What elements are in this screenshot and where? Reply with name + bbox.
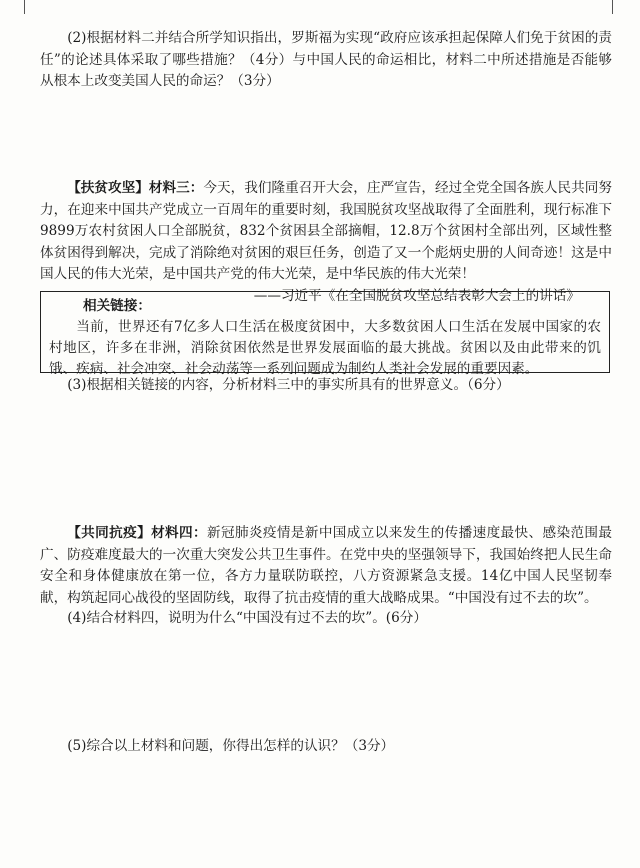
material-3-paragraph bbox=[40, 178, 612, 286]
related-link-title: 相关链接： bbox=[83, 298, 151, 314]
question-5-text: (5)综合以上材料和问题，你得出怎样的认识？（3分） bbox=[67, 738, 395, 754]
page-edge-mark-right bbox=[612, 0, 613, 14]
question-2 bbox=[40, 28, 612, 93]
question-3-text: (3)根据相关链接的内容，分析材料三中的事实所具有的世界意义。（6分） bbox=[67, 377, 510, 393]
material-4-body: 新冠肺炎疫情是新中国成立以来发生的传播速度最快、感染范围最广、防疫难度最大的一次重大突发公共卫生事件。在党中央的坚强领导下，我国始终把人民生命安全和身体健康放在第一位，各方力量联防联控，八方资源紧急支援。14亿中国人民坚韧奉献，构筑起同心战役的坚固防线，取得了抗击疫情的重大战略成果。“中国没有过不去的坎”。 bbox=[40, 525, 613, 606]
question-4-text: (4)结合材料四，说明为什么“中国没有过不去的坎”。(6分） bbox=[67, 610, 427, 626]
related-link-text: 当前，世界还有7亿多人口生活在极度贫困中，大多数贫困人口生活在发展中国家的农村地区，许多在非洲，消除贫困依然是世界发展面临的最大挑战。贫困以及由此带来的饥饿、疾病、社会冲突、社会动荡等一系列问题成为制约人类社会发展的重要因素。 bbox=[49, 319, 601, 377]
material-3-body: 今天，我们隆重召开大会，庄严宣告，经过全党全国各族人民共同努力，在迎来中国共产党成立一百周年的重要时刻，我国脱贫攻坚战取得了全面胜利，现行标准下9899万农村贫困人口全部脱贫，832个贫困县全部摘帽，12.8万个贫困村全部出列，区域性整体贫困得到解决，完成了消除绝对贫困的艰巨任务，创造了又一个彪炳史册的人间奇迹！这是中国人民的伟大光荣，是中国共产党的伟大光荣，是中华民族的伟大光荣！ bbox=[40, 180, 613, 282]
material-3 bbox=[40, 178, 612, 307]
material-3-tag: 【扶贫攻坚】材料三： bbox=[67, 180, 204, 196]
material-3-signature: ——习近平《在全国脱贫攻坚总结表彰大会上的讲话》 bbox=[253, 287, 580, 304]
material-4 bbox=[40, 523, 612, 609]
material-4-paragraph bbox=[40, 523, 612, 609]
page-edge-mark-left bbox=[24, 0, 25, 14]
material-4-tag: 【共同抗疫】材料四： bbox=[67, 525, 207, 541]
question-2-text: (2)根据材料二并结合所学知识指出，罗斯福为实现“政府应该承担起保障人们免于贫困的责任”的论述具体采取了哪些措施？（4分）与中国人民的命运相比，材料二中所述措施是否能够从根本上改变美国人民的命运？（3分） bbox=[40, 30, 612, 89]
related-link-box bbox=[40, 291, 610, 377]
